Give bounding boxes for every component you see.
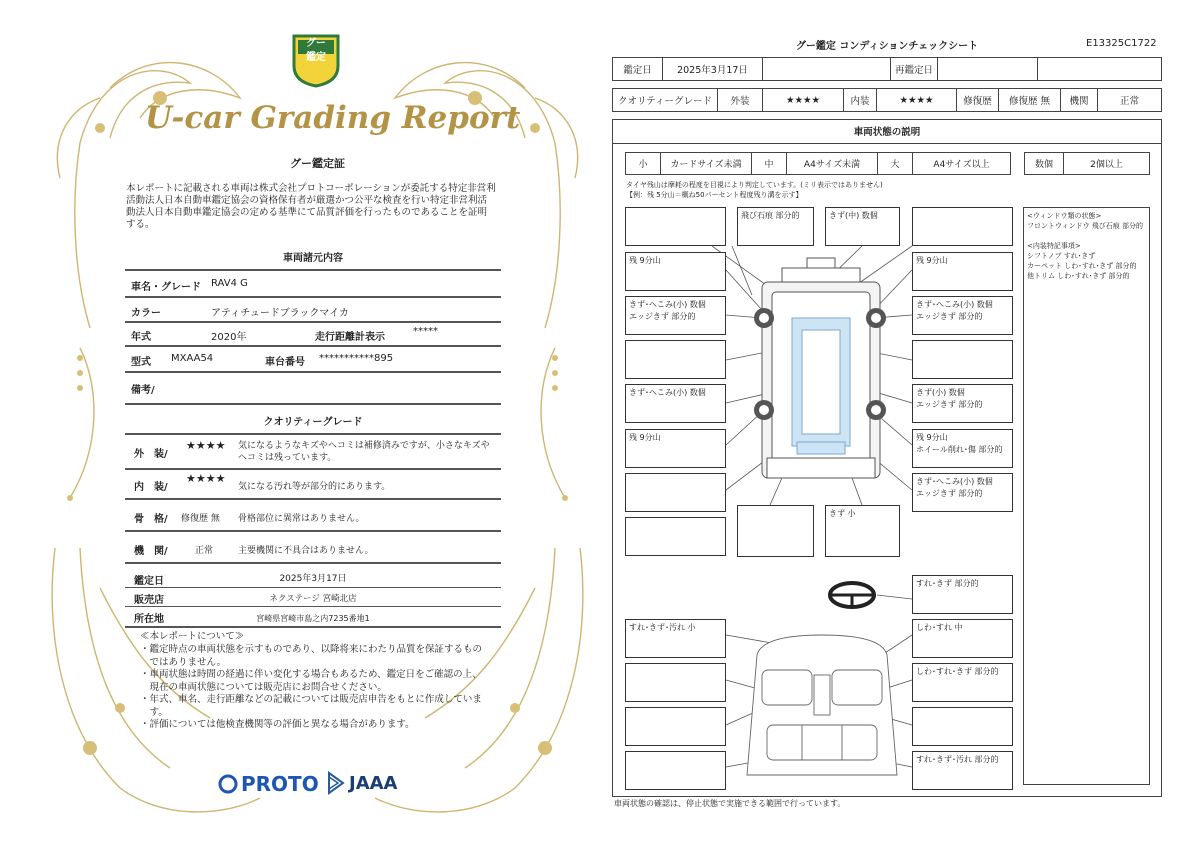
int-box-right-2: しわ･すれ･きず 部分的 xyxy=(912,663,1013,702)
divider xyxy=(125,269,501,271)
explain-title: 車両状態の説明 xyxy=(612,119,1162,144)
interior-label: 内 装/ xyxy=(134,482,168,493)
sheet-title: グー鑑定 コンディションチェックシート xyxy=(795,41,979,52)
legend-small-desc: カードサイズ未満 xyxy=(660,152,752,175)
date-value: 2025年3月17日 xyxy=(663,58,763,80)
exterior-stars: ★★★★ xyxy=(186,439,226,452)
car-name-label: 車名・グレード xyxy=(131,282,201,293)
quality-label: クオリティーグレード xyxy=(613,89,718,111)
divider xyxy=(125,371,501,373)
interior-label: 内装 xyxy=(844,89,877,111)
interior-note: 気になる汚れ等が部分的にあります。 xyxy=(238,482,391,492)
notes-list xyxy=(140,644,490,732)
divider xyxy=(125,296,501,298)
frame-label: 骨 格/ xyxy=(134,514,168,525)
legend-mid: 中 xyxy=(751,152,787,175)
engine-label: 機関 xyxy=(1061,89,1098,111)
tire-example: 【例：残 5分山＝概ね50パーセント程度残り溝を示す】 xyxy=(626,191,803,199)
ext-box-right-2: きず･へこみ(小) 数個 エッジきず 部分的 xyxy=(912,296,1013,335)
engine-value: 正常 xyxy=(195,546,214,556)
ext-box-right-5: 残 9分山 ホイール削れ･傷 部分的 xyxy=(912,429,1013,468)
engine-value: 正常 xyxy=(1119,96,1139,107)
int-box-left-4 xyxy=(625,751,726,790)
exterior-stars: ★★★★ xyxy=(763,89,844,111)
certificate-subtitle: グー鑑定証 xyxy=(290,157,345,170)
ext-box-top-1 xyxy=(625,207,726,246)
remarks-label: 備考/ xyxy=(131,385,155,396)
engine-note: 主要機関に不具合はありません。 xyxy=(238,546,374,556)
year-value: 2020年 xyxy=(211,332,247,343)
ext-box-right-4: きず(小) 数個 エッジきず 部分的 xyxy=(912,384,1013,423)
model-value: MXAA54 xyxy=(171,353,214,364)
legend-mid-desc: A4サイズ未満 xyxy=(786,152,878,175)
date-label: 鑑定日 xyxy=(613,58,663,80)
repair-label: 修復歴 xyxy=(957,89,999,111)
blank-cell xyxy=(763,58,891,80)
note-item: ・ 鑑定時点の車両状態を示すものであり、以降将来にわたり品質を保証するものではありません。 xyxy=(140,644,483,668)
ext-box-left-5: 残 9分山 xyxy=(625,429,726,468)
dealer-value: ネクステージ 宮崎北店 xyxy=(269,594,357,604)
interior-stars: ★★★★ xyxy=(877,89,957,111)
int-box-right-4: すれ･きず･汚れ 部分的 xyxy=(912,751,1013,790)
ext-box-right-1: 残 9分山 xyxy=(912,252,1013,291)
jaaa-mark-icon xyxy=(327,771,345,795)
exterior-note: 気になるようなキズやヘコミは補修済みですが、小さなキズやヘコミは残っています。 xyxy=(238,441,490,463)
redate-value xyxy=(938,58,1038,80)
divider xyxy=(125,587,501,588)
ext-box-left-7 xyxy=(625,517,726,556)
jaaa-logo xyxy=(327,771,398,795)
legend-count: 数個 xyxy=(1024,152,1064,175)
exterior-label: 外装 xyxy=(718,89,763,111)
mileage-label: 走行距離計表示 xyxy=(315,332,385,343)
note-item: ・ 年式、車名、走行距離などの記載については販売店申告をもとに作成しています。 xyxy=(140,694,482,718)
int-box-left-3 xyxy=(625,707,726,746)
divider xyxy=(125,626,501,628)
legend-small: 小 xyxy=(625,152,661,175)
note-item: ・ 評価については他検査機関等の評価と異なる場合があります。 xyxy=(140,719,415,730)
int-box-steering: すれ･きず 部分的 xyxy=(912,575,1013,614)
repair-value: 修復歴 無 xyxy=(999,89,1061,111)
chassis-value: ***********895 xyxy=(319,353,394,364)
frame-value: 修復歴 無 xyxy=(181,514,220,524)
redate-label: 再鑑定日 xyxy=(891,58,938,80)
steering-wheel-icon xyxy=(830,583,874,607)
address-value: 宮崎県宮崎市島之内7235番地1 xyxy=(256,614,370,623)
date-row xyxy=(612,57,1162,81)
ext-box-left-6 xyxy=(625,473,726,512)
legend-large: 大 xyxy=(877,152,913,175)
notes-title: ≪本レポートについて≫ xyxy=(140,631,245,642)
ext-box-left-4: きず･へこみ(小) 数個 xyxy=(625,384,726,423)
ext-box-left-2: きず･へこみ(小) 数個 エッジきず 部分的 xyxy=(625,296,726,335)
color-label: カラー xyxy=(131,308,161,319)
car-name-value: RAV4 G xyxy=(211,278,248,289)
blank-cell xyxy=(1038,58,1161,80)
divider xyxy=(125,562,501,564)
mileage-value: ***** xyxy=(413,326,438,337)
date-value: 2025年3月17日 xyxy=(279,574,347,584)
divider xyxy=(125,321,501,323)
sheet-footer: 車両状態の確認は、停止状態で実施できる範囲で行っています。 xyxy=(614,799,846,808)
divider xyxy=(125,403,501,405)
ext-box-left-1: 残 9分山 xyxy=(625,252,726,291)
divider xyxy=(125,433,501,435)
address-label: 所在地 xyxy=(134,614,164,625)
ext-box-left-3 xyxy=(625,340,726,379)
ext-box-top-4 xyxy=(912,207,1013,246)
exterior-label: 外 装/ xyxy=(134,449,168,460)
legend-large-desc: A4サイズ以上 xyxy=(912,152,1011,175)
color-value: アティチュードブラックマイカ xyxy=(211,308,349,319)
ext-box-bottom-mid-2: きず 小 xyxy=(825,505,900,557)
ext-box-right-3 xyxy=(912,340,1013,379)
tire-note: タイヤ残山は摩耗の程度を目視により判定しています。(ミリ表示ではありません) xyxy=(626,181,883,189)
chassis-label: 車台番号 xyxy=(265,357,305,368)
date-label: 鑑定日 xyxy=(134,576,164,587)
dealer-label: 販売店 xyxy=(134,595,164,606)
legend-count-desc: 2個以上 xyxy=(1063,152,1150,175)
ext-box-top-3: きず(中) 数個 xyxy=(825,207,900,246)
logo-label: グー 鑑定 xyxy=(306,38,326,63)
frame-note: 骨格部位に異常はありません。 xyxy=(238,514,365,524)
quality-header: クオリティーグレード xyxy=(263,417,363,428)
certificate-intro: 本レポートに記載される車両は株式会社プロトコーポレーションが委託する特定非営利活動法人日本自動車鑑定協会の資格保有者が厳選かつ公平な検査を行い特定非営利活動法人日本自動車鑑定協会の定める基準にて品質評価を行ったものであることを証明する。 xyxy=(126,183,496,230)
ext-box-bottom-mid-1 xyxy=(737,505,814,557)
sheet-id: E13325C1722 xyxy=(1086,38,1157,49)
note-item: ・ 車両状態は時間の経過に伴い変化する場合もあるため、鑑定日をご確認の上、現在の車両状態については販売店にお問合せください。 xyxy=(140,669,482,693)
divider xyxy=(125,345,501,347)
int-box-right-3 xyxy=(912,707,1013,746)
divider xyxy=(125,606,501,607)
proto-logo xyxy=(218,772,319,796)
divider xyxy=(125,530,501,532)
int-box-right-1: しわ･すれ 中 xyxy=(912,619,1013,658)
specs-header: 車両諸元内容 xyxy=(283,253,343,264)
proto-logo-text: PROTO xyxy=(241,772,319,796)
ext-box-right-6: きず･へこみ(小) 数個 エッジきず 部分的 xyxy=(912,473,1013,512)
jaaa-logo-text: JAAA xyxy=(349,772,398,794)
side-notes: <ウィンドウ類の状態> フロントウィンドウ 飛び石痕 部分的 <内装特記事項> シフトノブ すれ･きず カーペット しわ･すれ･きず 部分的 他トリム しわ･すれ･きず 部分的 xyxy=(1023,207,1150,785)
proto-mark-icon xyxy=(218,774,238,794)
int-box-left-1: すれ･きず･汚れ 小 xyxy=(625,619,726,658)
year-label: 年式 xyxy=(131,332,151,343)
divider xyxy=(125,468,501,470)
ext-box-top-2: 飛び石痕 部分的 xyxy=(737,207,814,246)
quality-row xyxy=(612,88,1162,112)
int-box-left-2 xyxy=(625,663,726,702)
engine-label: 機 関/ xyxy=(134,546,168,557)
report-title: U-car Grading Report xyxy=(145,100,521,136)
divider xyxy=(125,498,501,500)
model-label: 型式 xyxy=(131,357,151,368)
interior-stars: ★★★★ xyxy=(186,472,226,485)
